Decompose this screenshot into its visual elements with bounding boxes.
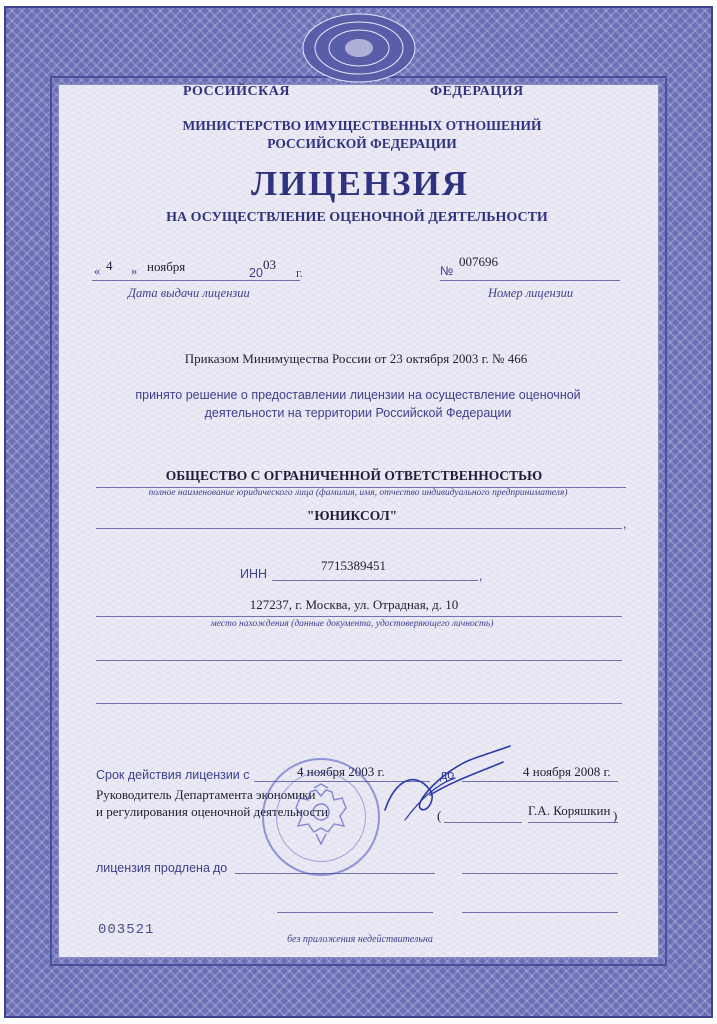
address: 127237, г. Москва, ул. Отрадная, д. 10: [249, 597, 459, 612]
address-underline: [96, 616, 622, 617]
date-quote-open: «: [94, 264, 101, 278]
ministry-line2: РОССИЙСКОЙ ФЕДЕРАЦИИ: [267, 136, 457, 151]
signatory-line1: Руководитель Департамента экономики: [96, 787, 316, 802]
footer-note: без приложения недействительна: [287, 934, 433, 945]
signature-scribble: [375, 740, 515, 830]
validity-from: 4 ноября 2003 г.: [297, 764, 385, 779]
org-form: ОБЩЕСТВО С ОГРАНИЧЕННОЙ ОТВЕТСТВЕННОСТЬЮ: [165, 468, 543, 483]
order-text: Приказом Минимущества России от 23 октября 2003 г. № 466: [184, 351, 528, 366]
ministry-line1: МИНИСТЕРСТВО ИМУЩЕСТВЕННЫХ ОТНОШЕНИЙ: [182, 118, 542, 133]
signatory-line2: и регулирования оценочной деятельности: [96, 804, 329, 819]
ornament-rosette-icon: [300, 10, 418, 86]
extension-sign-line: [462, 873, 618, 874]
country-right: ФЕДЕРАЦИЯ: [430, 84, 524, 99]
extension-to-label: до: [213, 861, 228, 875]
decision-line1: принято решение о предоставлении лицензии на осуществление оценочной: [135, 388, 581, 402]
blank-line-1: [96, 660, 622, 661]
official-stamp: [262, 758, 380, 876]
issue-year-g: г.: [296, 266, 303, 280]
issue-year-prefix: 20: [249, 266, 263, 280]
org-name-caption: полное наименование юридического лица (фамилия, имя, отчество индивидуального предпринимателя): [148, 488, 568, 498]
country-left: РОССИЙСКАЯ: [183, 84, 291, 99]
inn-label: ИНН: [240, 567, 268, 581]
date-quote-close: »: [131, 264, 138, 278]
sign-paren-open: (: [437, 808, 442, 823]
license-number: 007696: [459, 254, 498, 269]
name-comma: ,: [623, 517, 627, 531]
decision-line2: деятельности на территории Российской Федерации: [204, 406, 512, 420]
double-headed-eagle-icon: [288, 782, 354, 852]
name-underline-sign: [528, 822, 618, 823]
date-underline: [92, 280, 300, 281]
sign-paren-close: ): [613, 808, 618, 823]
org-name: "ЮНИКСОЛ": [306, 508, 398, 523]
issue-month: ноября: [147, 259, 186, 274]
validity-to: 4 ноября 2008 г.: [523, 764, 611, 779]
blank-line-2: [96, 703, 622, 704]
number-underline: [440, 280, 620, 281]
inn-underline: [272, 580, 478, 581]
inn-comma: ,: [479, 569, 483, 583]
extension-label: лицензия продлена: [96, 861, 210, 875]
date-caption: Дата выдачи лицензии: [128, 286, 250, 300]
extension-date-line-2: [277, 912, 433, 913]
inn-value: 7715389451: [321, 558, 386, 573]
name-underline: [96, 528, 622, 529]
extension-sign-line-2: [462, 912, 618, 913]
validity-label: Срок действия лицензии с: [96, 768, 250, 782]
number-sign: №: [440, 264, 454, 278]
issue-year-suffix: 03: [263, 257, 276, 272]
number-caption: Номер лицензии: [488, 286, 574, 300]
validity-to-label: до: [440, 768, 455, 782]
issue-day: 4: [106, 258, 113, 273]
document-title: ЛИЦЕНЗИЯ: [250, 164, 470, 203]
serial-number: 003521: [98, 922, 155, 938]
address-caption: место нахождения (данные документа, удостоверяющего личность): [210, 619, 494, 629]
document-subtitle: НА ОСУЩЕСТВЛЕНИЕ ОЦЕНОЧНОЙ ДЕЯТЕЛЬНОСТИ: [166, 210, 548, 225]
signatory-name: Г.А. Коряшкин: [528, 803, 611, 818]
